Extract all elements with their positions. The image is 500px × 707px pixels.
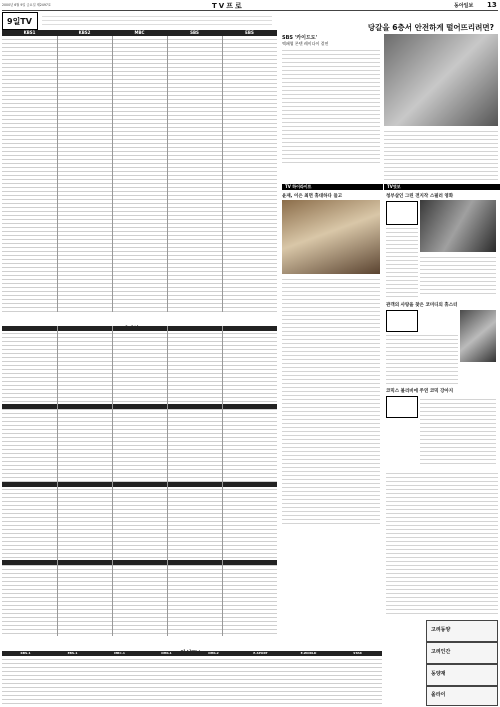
sat-ch-5: NHK-2 — [208, 651, 219, 655]
paper-name: 동아일보 — [454, 3, 474, 9]
ad-3 — [426, 664, 498, 686]
story2-body — [282, 276, 380, 526]
ad-3-name: 동양재 — [431, 671, 446, 677]
tv-highlight-bar — [282, 184, 383, 190]
story4-box — [386, 310, 418, 332]
story3-title: 청부살인 그린 전지작 스필러 영화 — [386, 194, 454, 199]
page-number: 13 — [487, 1, 497, 9]
story5-body — [420, 396, 496, 466]
ad-1-name: 고려동양 — [431, 627, 451, 633]
channel-mbc: MBC — [134, 30, 145, 35]
cable-header-row-2 — [2, 404, 277, 409]
ad-2-name: 고려인간 — [431, 649, 451, 655]
cable-header-row-3 — [2, 482, 277, 487]
story2-photo — [282, 200, 380, 274]
section-title: TV프로 — [212, 2, 244, 10]
sat-ch-7: E-WORLD — [300, 651, 317, 655]
page-header — [2, 1, 498, 11]
cable-grid — [2, 326, 277, 636]
story2-title: 윤재, 이은 최면 휴대하다 들고 — [282, 194, 343, 199]
story1 — [282, 34, 380, 164]
sat-ch-6: E-SPORT — [253, 651, 268, 655]
channel-sbs: SBS — [190, 30, 199, 35]
satellite-grid — [2, 656, 382, 705]
ad-1 — [426, 620, 498, 642]
story1-body-2 — [384, 128, 498, 180]
listing-boxes — [386, 470, 498, 615]
sat-ch-1: KBS-1 — [20, 651, 31, 655]
channel-ebs: EBS — [245, 30, 254, 35]
sat-ch-8: STAR — [353, 651, 362, 655]
feature-photo — [384, 34, 498, 126]
cable-header-row-4 — [2, 560, 277, 565]
story3-body-2 — [420, 254, 496, 296]
ad-4-name: 올라이 — [431, 692, 446, 698]
sat-ch-3: MBC-1 — [114, 651, 125, 655]
story1-body — [282, 47, 380, 164]
satellite-tv-label — [160, 640, 220, 649]
story1-sub: 엑패엽 콘텐 레이다이 결연 — [282, 41, 329, 46]
story4-body — [386, 332, 458, 384]
ad-4 — [426, 686, 498, 706]
story3-box — [386, 201, 418, 225]
story5-title: 코믹스 볼리비에 주연 코믹 강아지 — [386, 389, 454, 394]
ads-column — [386, 470, 498, 705]
main-headline: 당갈을 6층서 안전하게 떨어뜨리려면? — [367, 23, 494, 32]
sat-ch-4: NHK-1 — [161, 651, 172, 655]
today-schedule — [2, 12, 277, 312]
story5-box — [386, 396, 418, 418]
cable-tv-label — [110, 316, 160, 324]
story3-photo — [420, 200, 496, 252]
tv-pick-bar — [384, 184, 500, 190]
sat-ch-2: EBS-1 — [67, 651, 78, 655]
header-date: 2000년 6월 9일 금요일 제2497호 — [2, 3, 51, 7]
story4-title: 관객의 사랑을 찾은 코미디의 휴스터 — [386, 303, 458, 308]
story3-body — [386, 225, 418, 297]
today-tv-label: 9일TV — [7, 17, 32, 26]
channel-kbs1: KBS1 — [23, 30, 36, 35]
today-tv-label-box — [2, 12, 38, 30]
ad-2 — [426, 642, 498, 664]
story4-photo — [460, 310, 496, 362]
schedule-grid — [2, 36, 277, 312]
tv-pick-label: TV엿보 — [387, 184, 401, 189]
cable-header-row-1 — [2, 326, 277, 331]
tv-highlight-label: TV 하이라이트 — [285, 184, 312, 189]
channel-kbs2: KBS2 — [78, 30, 91, 35]
legend-text — [42, 13, 272, 27]
story1-title: SBS '카이드도' — [282, 35, 318, 41]
